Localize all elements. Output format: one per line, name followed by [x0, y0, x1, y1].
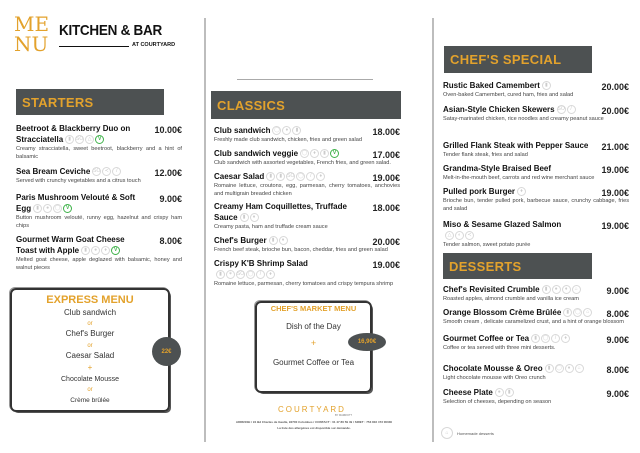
egg-icon: ◯	[574, 309, 581, 316]
gluten-icon: ♦	[250, 213, 259, 222]
egg-icon: ◯	[274, 127, 280, 134]
allergen-icons	[240, 213, 259, 222]
milk-icon: ▮	[563, 308, 572, 317]
menu-item-description: Served with crunchy vegetables and a citrus touch	[16, 178, 141, 184]
egg-icon: ◯	[54, 205, 61, 212]
menu-item-name: Gourmet Warm Goat Cheese Toast with Apple ▮ ● ♦ V	[16, 235, 125, 255]
express-or: or	[87, 343, 93, 349]
footer-brand: COURTYARD	[278, 405, 346, 414]
nuts-icon: ●	[495, 388, 504, 397]
milk-icon: ▮	[65, 135, 74, 144]
express-line: Chocolate Mousse	[61, 376, 119, 383]
menu-item-name: Club sandwich ◯ ♦ ▮	[214, 125, 360, 136]
menu-item-description: Satay-marinated chicken, rice noodles and creamy peanut sauce	[443, 116, 604, 122]
allergen-icons	[531, 334, 570, 343]
fish-icon: ≺	[102, 167, 111, 176]
allergen-icons	[542, 81, 551, 90]
allergen-icons	[65, 135, 104, 144]
menu-item-price: 20.00€	[372, 237, 400, 247]
menu-item-name: Orange Blossom Crème Brûlée ▮ ◯ ⌂	[443, 307, 593, 318]
menu-item-description: Roasted apples, almond crumble and vanilla ice cream	[443, 296, 579, 302]
milk-icon: ▮	[269, 236, 278, 245]
mustard-icon: /	[306, 172, 315, 181]
menu-item-name: Gourmet Coffee or Tea ▮ ◯ / ♦	[443, 333, 593, 344]
express-or: or	[87, 387, 93, 393]
mustard-icon: /	[567, 105, 576, 114]
milk-icon: ▮	[216, 270, 225, 279]
divider-line	[237, 79, 373, 80]
milk-icon: ▮	[240, 213, 249, 222]
gluten-icon: ♦	[316, 172, 325, 181]
vegetarian-icon: V	[63, 204, 72, 213]
menu-item-name: Grilled Flank Steak with Pepper Sauce	[443, 141, 589, 150]
express-line: Crème brûlée	[70, 397, 110, 404]
allergen-icons	[545, 364, 584, 373]
menu-item-description: Club sandwich with assorted vegetables, French fries, and green salad.	[214, 160, 391, 166]
allergen-icons	[216, 270, 275, 279]
allergen-icons	[542, 285, 581, 294]
express-plus: +	[87, 363, 93, 372]
homemade-icon: ⌂	[572, 285, 581, 294]
menu-item-name: Rustic Baked Camembert ▮	[443, 80, 589, 91]
milk-icon: ▮	[320, 149, 329, 158]
express-line: Chef's Burger	[65, 329, 115, 338]
allergen-icons	[92, 167, 121, 176]
express-menu-box	[10, 288, 170, 412]
sulphites-icon: SO	[557, 106, 565, 113]
menu-item-description: French beef steak, brioche bun, bacon, cheddar, fries and green salad	[214, 247, 388, 253]
allergen-icons	[517, 187, 526, 196]
milk-icon: ▮	[81, 246, 90, 255]
celery-icon: △	[85, 135, 94, 144]
menu-item-description: Melt-in-the-mouth beef, carrots and red wine merchant sauce	[443, 175, 595, 181]
egg-icon: ◯	[247, 271, 254, 278]
menu-item-price: 20.00€	[601, 82, 629, 92]
menu-item-price: 19.00€	[601, 221, 629, 231]
menu-item-price: 8.00€	[159, 236, 182, 246]
nuts-icon: ●	[552, 285, 561, 294]
menu-item-price: 17.00€	[372, 150, 400, 160]
sulphites-icon: SO	[236, 271, 245, 278]
egg-icon: ◯	[556, 365, 562, 372]
milk-icon: ▮	[292, 126, 301, 135]
classics-header: CLASSICS	[211, 91, 401, 119]
menu-item-name: Chef's Revisited Crumble ▮ ● ♦ ⌂	[443, 284, 593, 295]
allergen-icons	[300, 149, 339, 158]
menu-item-price: 18.00€	[372, 203, 400, 213]
nuts-icon: ●	[43, 204, 52, 213]
vegetarian-icon: V	[330, 149, 339, 158]
menu-item-price: 8.00€	[606, 309, 629, 319]
allergen-icons	[269, 236, 288, 245]
menu-item-description: Light chocolate mousse with Oreo crunch	[443, 375, 546, 381]
market-plus: +	[310, 338, 317, 348]
menu-item-name: Beetroot & Blackberry Duo on Stracciatella ▮ SO △ V	[16, 124, 131, 144]
allergen-icons	[563, 308, 592, 317]
express-line: Club sandwich	[63, 308, 117, 317]
mustard-icon: /	[112, 167, 121, 176]
menu-item-name: Paris Mushroom Velouté & Soft Egg ▮ ● ◯ V	[16, 193, 136, 213]
menu-item-price: 10.00€	[154, 125, 182, 135]
menu-item-price: 20.00€	[601, 106, 629, 116]
express-or: or	[87, 321, 93, 327]
menu-item-name: Crispy K'B Shrimp Salad ▮ ✶ SO ◯ / ♦	[214, 259, 308, 278]
homemade-note: Homemade desserts	[457, 430, 494, 436]
menu-item-description: Romaine lettuce, croutons, egg, parmesan, cherry tomatoes, anchovies and multigrain breaded chicken	[214, 183, 400, 197]
market-line: Dish of the Day	[286, 322, 341, 331]
egg-icon: ◯	[297, 173, 304, 180]
milk-icon: ▮	[276, 172, 285, 181]
milk-icon: ▮	[542, 285, 551, 294]
vegetarian-icon: V	[95, 135, 104, 144]
menu-item-description: Romaine lettuce, parmesan, cherry tomatoes and crispy tempura shrimp	[214, 281, 394, 287]
menu-item-name: Caesar Salad ▮ ▮ SO ◯ / ♦	[214, 171, 360, 182]
logo-line	[59, 46, 129, 47]
menu-item-description: Creamy stracciatella, sweet beetroot, blackberry and a hint of balsamic	[16, 146, 182, 160]
mustard-icon: /	[551, 334, 560, 343]
menu-item-price: 12.00€	[154, 168, 182, 178]
footer-address: ADRESSE / 91 Bd Charles de Gaulle, 92700 Colombes / CONTACT : 01 47 86 59 49 / SIRET : 753 816 473 00030	[235, 420, 393, 424]
menu-item-name: Club sandwich veggie ◯ ♦ ▮ V	[214, 148, 360, 159]
homemade-legend	[441, 427, 494, 439]
column-divider	[432, 18, 434, 442]
milk-icon: ▮	[542, 81, 551, 90]
logo-menu-top: ME	[14, 12, 50, 36]
menu-item-description: Selection of cheeses, depending on season	[443, 399, 552, 405]
allergen-icons	[33, 204, 72, 213]
menu-item-description: Melted goat cheese, apple deglazed with balsamic, honey and walnut pieces	[16, 257, 182, 271]
menu-item-name: Grandma-Style Braised Beef	[443, 164, 552, 173]
gluten-icon: ♦	[266, 270, 275, 279]
homemade-icon: ⌂	[441, 427, 453, 439]
menu-item-description: Brioche bun, tender pulled pork, barbecue sauce, crunchy cabbage, fries and salad	[443, 198, 629, 212]
fish-icon: ≺	[465, 231, 474, 240]
footer-brand-sub: BY MARRIOTT	[335, 414, 353, 417]
menu-item-description: Freshly made club sandwich, chicken, fries and green salad	[214, 137, 362, 143]
homemade-icon: ⌂	[583, 308, 592, 317]
menu-item-price: 9.00€	[606, 335, 629, 345]
crustacean-icon: ✶	[226, 270, 235, 279]
milk-icon: ▮	[545, 364, 554, 373]
allergen-icons	[557, 105, 576, 114]
menu-item-description: Tender salmon, sweet potato purée	[443, 242, 531, 248]
menu-item-price: 19.00€	[601, 165, 629, 175]
milk-icon: ▮	[33, 204, 42, 213]
market-price-badge: 16,90€	[348, 333, 386, 351]
menu-item-description: Creamy pasta, ham and truffade cream sauce	[214, 224, 328, 230]
soy-icon: ◐	[455, 231, 464, 240]
menu-item-price: 18.00€	[372, 127, 400, 137]
market-line: Gourmet Coffee or Tea	[272, 358, 355, 367]
menu-item-name: Chocolate Mousse & Oreo ▮ ◯ ♦ ⌂	[443, 363, 593, 374]
menu-item-price: 9.00€	[606, 389, 629, 399]
menu-item-name: Asian-Style Chicken Skewers SO /	[443, 104, 589, 115]
menu-item-price: 19.00€	[601, 188, 629, 198]
specials-header: CHEF'S SPECIAL	[444, 46, 592, 73]
egg-icon: ◯	[301, 150, 308, 157]
menu-item-price: 21.00€	[601, 142, 629, 152]
milk-icon: ▮	[531, 334, 540, 343]
menu-item-name: Cheese Plate ● ▮	[443, 387, 593, 398]
footer-allergens: La liste des allergènes est disponible sur demande.	[277, 426, 351, 430]
column-divider	[204, 18, 206, 442]
gluten-icon: ♦	[562, 285, 571, 294]
allergen-icons	[81, 246, 120, 255]
menu-item-price: 19.00€	[372, 173, 400, 183]
menu-item-description: Smooth cream , delicate caramelized crust, and a hint of orange blossom	[443, 319, 624, 325]
menu-item-price: 9.00€	[159, 194, 182, 204]
gluten-icon: ♦	[282, 126, 291, 135]
gluten-icon: ♦	[310, 149, 319, 158]
menu-item-price: 8.00€	[606, 365, 629, 375]
sesame-icon: △	[445, 231, 454, 240]
menu-item-description: Coffee or tea served with three mini desserts.	[443, 345, 556, 351]
menu-item-description: Tender flank steak, fries and salad	[443, 152, 528, 158]
menu-item-name: Pulled pork Burger ♦	[443, 186, 589, 197]
sulphites-icon: SO	[93, 168, 101, 175]
allergen-icons	[445, 231, 474, 240]
express-price-badge: 22€	[152, 337, 181, 366]
allergen-icons	[495, 388, 514, 397]
logo-title: KITCHEN & BAR	[59, 22, 162, 39]
vegetarian-icon: V	[111, 246, 120, 255]
gluten-icon: ♦	[561, 334, 570, 343]
mustard-icon: /	[256, 270, 265, 279]
milk-icon: ▮	[266, 172, 275, 181]
gluten-icon: ♦	[279, 236, 288, 245]
menu-item-name: Chef's Burger ▮ ♦	[214, 235, 360, 246]
nuts-icon: ●	[91, 246, 100, 255]
allergen-icons	[266, 172, 325, 181]
allergen-icons	[272, 126, 301, 135]
sulphites-icon: SO	[76, 136, 84, 143]
gluten-icon: ♦	[101, 246, 110, 255]
menu-item-price: 9.00€	[606, 286, 629, 296]
market-title: CHEF'S MARKET MENU	[270, 304, 357, 313]
menu-item-name: Creamy Ham Coquillettes, Truffade Sauce ▮ ♦	[214, 202, 347, 222]
menu-item-price: 19.00€	[372, 260, 400, 270]
menu-item-name: Sea Bream Ceviche SO ≺ /	[16, 166, 144, 177]
egg-icon: ◯	[542, 335, 549, 342]
gluten-icon: ♦	[565, 364, 574, 373]
sulphites-icon: SO	[287, 173, 295, 180]
menu-item-name: Miso & Sesame Glazed Salmon △ ◐ ≺	[443, 220, 562, 239]
logo-menu-bottom: NU	[14, 32, 49, 56]
gluten-icon: ♦	[517, 187, 526, 196]
logo-subtitle: AT COURTYARD	[132, 42, 176, 48]
desserts-header: DESSERTS	[443, 253, 592, 279]
express-title: EXPRESS MENU	[46, 294, 134, 306]
starters-header: STARTERS	[16, 89, 164, 115]
menu-item-description: Button mushroom velouté, runny egg, hazelnut and crispy ham chips	[16, 215, 182, 229]
logo	[12, 14, 192, 60]
menu-item-description: Oven-baked Camembert, cured ham, fries and salad	[443, 92, 574, 98]
homemade-icon: ⌂	[575, 364, 584, 373]
milk-icon: ▮	[505, 388, 514, 397]
express-line: Caesar Salad	[65, 351, 115, 360]
